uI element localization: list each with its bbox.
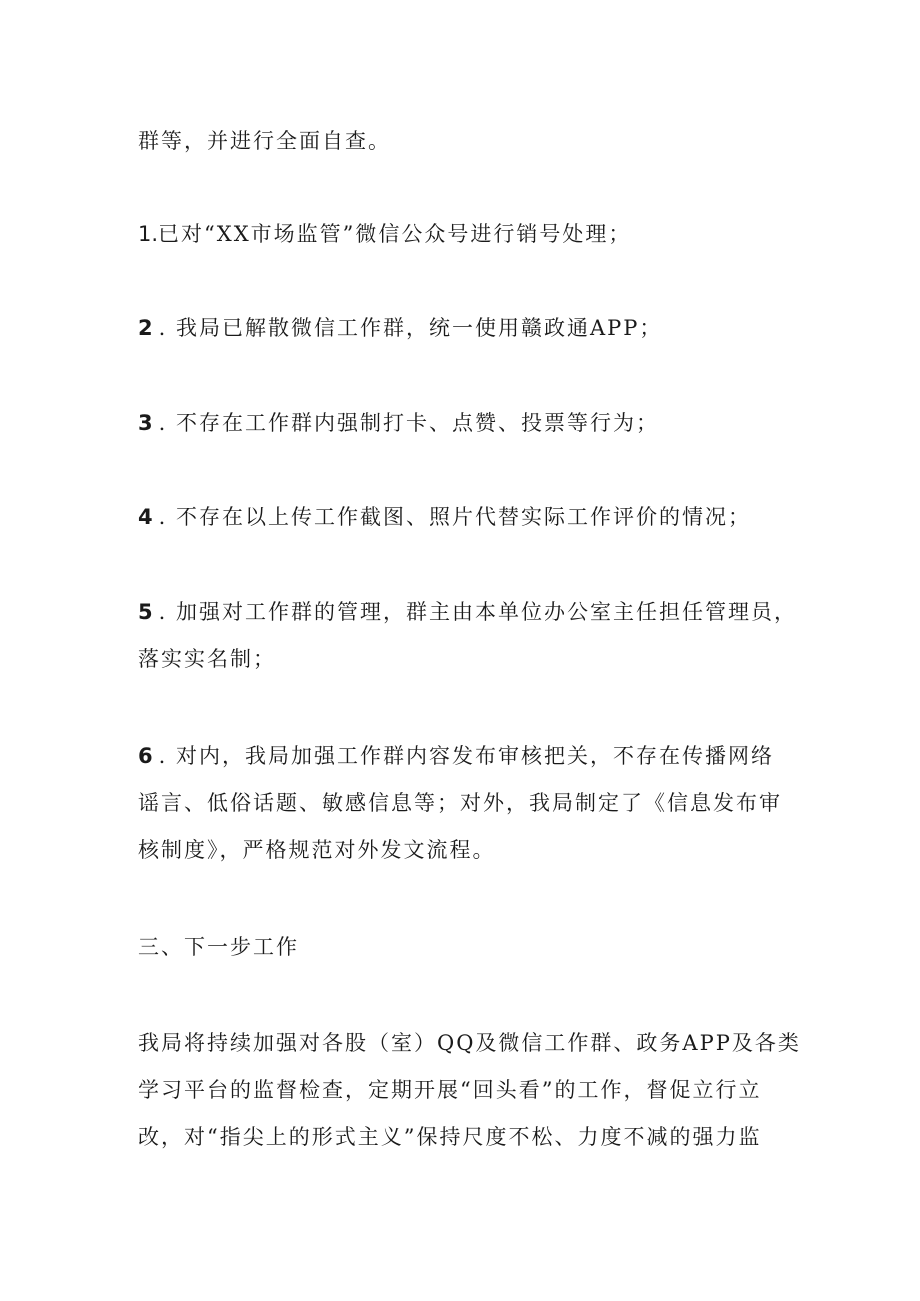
item-text: . 对内，我局加强工作群内容发布审核把关，不存在传播网络 <box>158 744 774 768</box>
item-number: 5 <box>138 600 153 624</box>
text-line <box>138 305 798 352</box>
list-item-4 <box>138 494 798 541</box>
item-text: . 不存在以上传工作截图、照片代替实际工作评价的情况； <box>158 505 751 529</box>
text-line: 群等，并进行全面自查。 <box>138 129 391 153</box>
text-line: 学习平台的监督检查，定期开展“回头看”的工作，督促立行立 <box>138 1078 762 1102</box>
text-line <box>138 733 798 780</box>
heading-text: 三、下一步工作 <box>138 935 299 959</box>
text-line: 谣言、低俗话题、敏感信息等；对外，我局制定了《信息发布审 <box>138 791 782 815</box>
item-number: 2 <box>138 316 153 340</box>
text-line: 我局将持续加强对各股（室）QQ及微信工作群、政务APP及各类 <box>138 1031 801 1055</box>
item-number: 1. <box>138 222 159 246</box>
list-item-3 <box>138 400 798 447</box>
text-line <box>138 494 798 541</box>
paragraph-next-steps <box>138 1020 801 1161</box>
list-item-6 <box>138 733 798 874</box>
text-line <box>138 589 798 636</box>
item-text: . 不存在工作群内强制打卡、点赞、投票等行为； <box>158 411 659 435</box>
text-line: 改，对“指尖上的形式主义”保持尺度不松、力度不减的强力监 <box>138 1125 762 1149</box>
text-line <box>138 211 798 258</box>
text-line: 落实实名制； <box>138 647 276 671</box>
item-number: 3 <box>138 411 153 435</box>
text-line <box>138 400 798 447</box>
item-text: 已对“XX市场监管”微信公众号进行销号处理； <box>158 222 632 246</box>
item-text: . 我局已解散微信工作群，统一使用赣政通APP； <box>158 316 663 340</box>
item-number: 4 <box>138 505 153 529</box>
list-item-1 <box>138 211 798 258</box>
list-item-2 <box>138 305 798 352</box>
item-text: . 加强对工作群的管理，群主由本单位办公室主任担任管理员， <box>158 600 797 624</box>
item-number: 6 <box>138 744 153 768</box>
paragraph-intro-tail <box>138 118 798 165</box>
text-line: 核制度》，严格规范对外发文流程。 <box>138 838 496 862</box>
list-item-5 <box>138 589 798 683</box>
section-heading <box>138 924 798 971</box>
